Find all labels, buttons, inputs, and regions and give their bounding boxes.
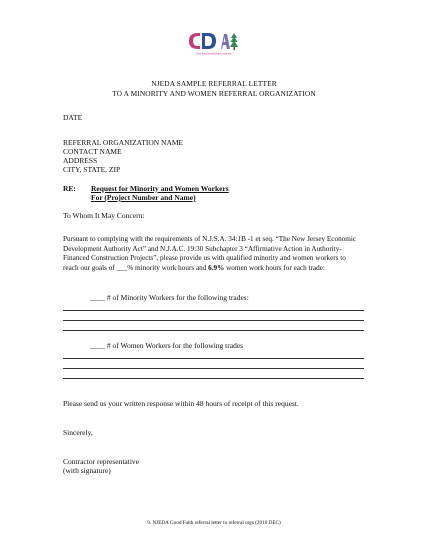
women-trade-line-1 [63,358,364,359]
contact-name-field: CONTACT NAME [63,147,122,156]
signature-line1: Contractor representative [63,457,140,466]
women-workers-label: ____ # of Women Workers for the following trades [90,341,244,350]
city-state-zip-field: CITY, STATE, ZIP [63,165,121,174]
minority-trade-line-1 [63,310,364,311]
njeda-logo [186,28,242,56]
body-paragraph [63,235,363,273]
subject-line2: For (Project Number and Name) [91,193,196,202]
closing: Sincerely, [63,428,93,437]
minority-trade-line-2 [63,320,364,321]
logo-tagline: Economic Development Authority [196,52,232,56]
address-field: ADDRESS [63,156,98,165]
response-request: Please send us your written response within 48 hours of receipt of this request. [63,399,299,408]
body-text-part1: Pursuant to complying with the requirements of N.J.S.A. 34:1B -1 et seq. “The New Jersey Economic Development Authority Act” and N.J.A.C. 19:30 Subchapter 3 “Affirmative Action in Authority-Financed Construction Projects”, please provide us with qualified minority and women workers to reach our goals of ___% minority work hours and [63,235,357,272]
letter-title-line2: TO A MINORITY AND WOMEN REFERRAL ORGANIZATION [112,89,316,98]
minority-trade-line-3 [63,330,364,331]
women-trade-line-3 [63,378,364,379]
org-name-field: REFERRAL ORGANIZATION NAME [63,138,184,147]
body-text-part2: women work hours for each trade: [224,263,325,272]
salutation: To Whom It May Concern: [63,211,145,220]
signature-line2: (with signature) [63,466,111,475]
body-bold-percent: 6.9% [208,263,225,272]
page-footer: 9. NJEDA Good Faith referral letter to referral orgs (2010 DEC) [147,520,281,526]
subject-line1: Request for Minority and Women Workers [91,184,229,193]
re-label: RE: [63,184,76,193]
minority-workers-label: ____ # of Minority Workers for the following trades: [90,293,249,302]
letter-title-line1: NJEDA SAMPLE REFERRAL LETTER [151,79,277,88]
date-label: DATE [63,113,83,122]
women-trade-line-2 [63,368,364,369]
